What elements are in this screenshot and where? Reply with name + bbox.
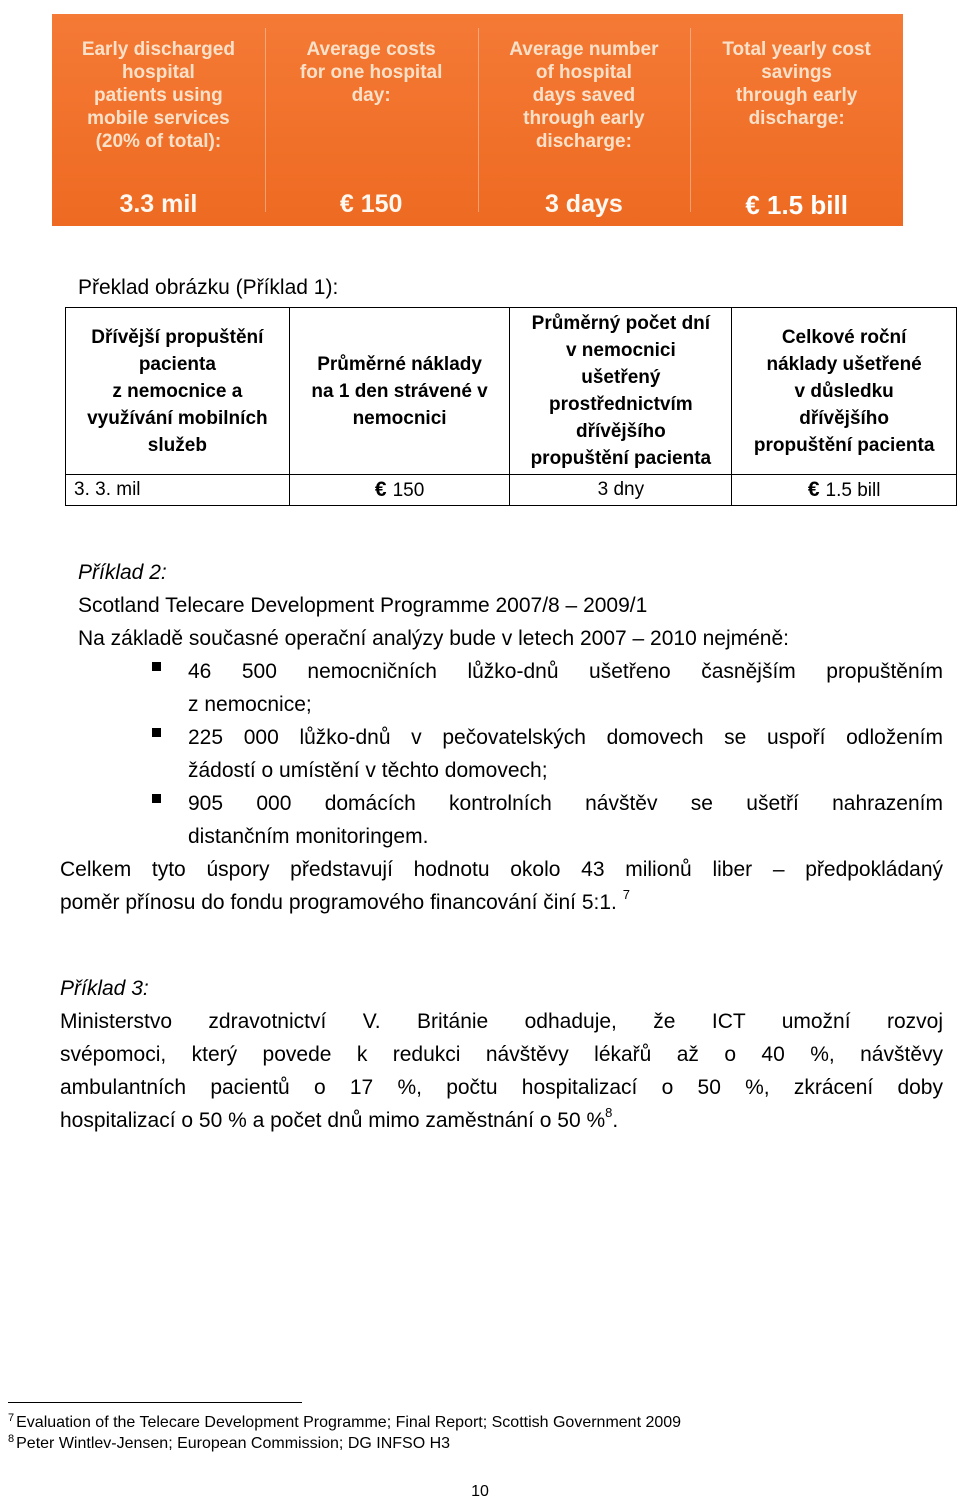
infographic-column bbox=[690, 14, 903, 226]
table-header-row bbox=[66, 308, 957, 475]
table-row bbox=[66, 475, 957, 506]
table-header-cell: Celkové roční náklady ušetřené v důsledku dřívějšího propuštění pacienta bbox=[732, 308, 957, 475]
example1-title: Překlad obrázku (Příklad 1): bbox=[78, 276, 339, 299]
table-header-cell: Dřívější propuštění pacienta z nemocnice a využívání mobilních služeb bbox=[66, 308, 290, 475]
infographic-column bbox=[478, 14, 691, 226]
summary-text: poměr přínosu do fondu programového financování činí 5:1. bbox=[60, 891, 617, 914]
infographic-heading: Early discharged hospital patients using mobile services (20% of total): bbox=[81, 39, 235, 152]
bullet-line: 46 500 nemocničních lůžko-dnů ušetřeno časnějším propuštěním bbox=[188, 660, 943, 683]
infographic-value: 3.3 mil bbox=[119, 190, 198, 218]
table-cell: 3. 3. mil bbox=[66, 475, 290, 506]
example2-summary-line: Celkem tyto úspory představují hodnotu okolo 43 milionů liber – předpokládaný bbox=[60, 858, 943, 881]
example3-line: ambulantních pacientů o 17 %, počtu hospitalizací o 50 %, zkrácení doby bbox=[60, 1076, 943, 1099]
bullet-line: 905 000 domácích kontrolních návštěv se ušetří nahrazením bbox=[188, 792, 943, 815]
bullet-marker bbox=[152, 728, 161, 737]
footnote-text: Evaluation of the Telecare Development Programme; Final Report; Scottish Government 2009 bbox=[16, 1414, 682, 1431]
footnote bbox=[8, 1414, 681, 1432]
infographic-value: 3 days bbox=[544, 190, 623, 218]
infographic-value: € 1.5 bill bbox=[745, 190, 848, 220]
example2-intro: Na základě současné operační analýzy bude v letech 2007 – 2010 nejméně: bbox=[78, 627, 789, 650]
infographic-column bbox=[265, 14, 478, 226]
translation-table bbox=[65, 307, 957, 506]
table-header-cell: Průměrné náklady na 1 den strávené v nemocnici bbox=[289, 308, 510, 475]
footnote-reference: 7 bbox=[622, 887, 630, 902]
table-cell bbox=[289, 475, 510, 506]
example3-line: Ministerstvo zdravotnictví V. Británie odhaduje, že ICT umožní rozvoj bbox=[60, 1010, 943, 1033]
footnote-reference: 8 bbox=[605, 1105, 613, 1120]
example3-line: svépomoci, který povede k redukci návštěvy lékařů až o 40 %, návštěvy bbox=[60, 1043, 943, 1066]
example3-line bbox=[60, 1104, 943, 1139]
example2-label: Příklad 2: bbox=[78, 561, 167, 584]
example3-text: hospitalizací o 50 % a počet dnů mimo zaměstnání o 50 % bbox=[60, 1109, 606, 1132]
savings-infographic bbox=[52, 14, 903, 226]
bullet-line: z nemocnice; bbox=[188, 693, 312, 716]
table-cell bbox=[732, 475, 957, 506]
infographic-heading: Average number of hospital days saved through early discharge: bbox=[509, 39, 659, 152]
table-cell-value: 1.5 bill bbox=[825, 480, 881, 501]
page-number: 10 bbox=[471, 1483, 489, 1500]
bullet-marker bbox=[152, 662, 161, 671]
infographic-value: € 150 bbox=[339, 190, 403, 218]
bullet-line: distančním monitoringem. bbox=[188, 825, 429, 848]
example3-label: Příklad 3: bbox=[60, 977, 149, 1000]
table-cell-value: 150 bbox=[392, 480, 425, 501]
bullet-line: žádostí o umístění v těchto domovech; bbox=[188, 759, 548, 782]
footnote-text: Peter Wintlev-Jensen; European Commission; DG INFSO H3 bbox=[16, 1435, 451, 1452]
example2-programme: Scotland Telecare Development Programme 2007/8 – 2009/1 bbox=[78, 594, 648, 617]
footnote bbox=[8, 1435, 450, 1453]
footnote-separator bbox=[8, 1402, 302, 1403]
example2-summary-line bbox=[60, 886, 943, 921]
footnote-number: 7 bbox=[8, 1412, 15, 1424]
bullet-marker bbox=[152, 794, 161, 803]
infographic-heading: Average costs for one hospital day: bbox=[299, 39, 443, 106]
infographic-heading: Total yearly cost savings through early discharge: bbox=[722, 39, 871, 129]
example3-end: . bbox=[612, 1109, 619, 1132]
euro-symbol: € bbox=[374, 478, 387, 501]
bullet-line: 225 000 lůžko-dnů v pečovatelských domovech se uspoří odložením bbox=[188, 726, 943, 749]
euro-symbol: € bbox=[807, 478, 820, 501]
table-header-cell: Průměrný počet dní v nemocnici ušetřený prostřednictvím dřívějšího propuštění pacienta bbox=[510, 308, 732, 475]
table-cell: 3 dny bbox=[510, 475, 732, 506]
infographic-column bbox=[52, 14, 265, 226]
footnote-number: 8 bbox=[8, 1433, 15, 1445]
